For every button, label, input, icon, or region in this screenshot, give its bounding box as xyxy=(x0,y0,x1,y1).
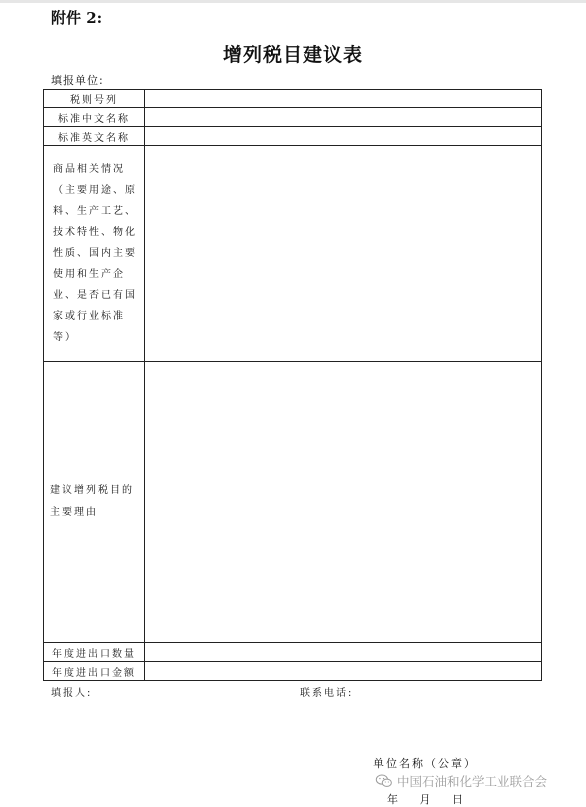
annual-quantity-label: 年度进出口数量 xyxy=(44,643,145,662)
sign-unit-label: 单位名称（公章） xyxy=(373,757,477,770)
proposal-form-table xyxy=(43,89,542,681)
english-name-label: 标准英文名称 xyxy=(44,127,145,146)
chinese-name-field[interactable] xyxy=(145,108,542,127)
date-label: 年 月 日 xyxy=(387,793,465,806)
annual-amount-label: 年度进出口金额 xyxy=(44,662,145,681)
product-info-label: 商品相关情况（主要用途、原料、生产工艺、技术特性、物化性质、国内主要使用和生产企业、是否已有国家或行业标准等） xyxy=(44,146,145,362)
table-row xyxy=(44,108,542,127)
top-border xyxy=(0,0,586,3)
fill-unit-label: 填报单位: xyxy=(51,74,104,87)
english-name-field[interactable] xyxy=(145,127,542,146)
product-info-field[interactable] xyxy=(145,146,542,362)
annual-quantity-field[interactable] xyxy=(145,643,542,662)
attachment-label: 附件 2: xyxy=(51,9,103,27)
reason-field[interactable] xyxy=(145,362,542,643)
reason-label: 建议增列税目的主要理由 xyxy=(44,362,145,643)
table-row xyxy=(44,643,542,662)
phone-label: 联系电话: xyxy=(300,688,354,699)
tariff-number-label: 税则号列 xyxy=(44,90,145,108)
table-row xyxy=(44,146,542,362)
wechat-icon xyxy=(375,774,393,788)
watermark xyxy=(375,772,547,790)
annual-amount-field[interactable] xyxy=(145,662,542,681)
table-row xyxy=(44,90,542,108)
table-row xyxy=(44,662,542,681)
table-row xyxy=(44,362,542,643)
watermark-text: 中国石油和化学工业联合会 xyxy=(397,774,548,789)
table-row xyxy=(44,127,542,146)
chinese-name-label: 标准中文名称 xyxy=(44,108,145,127)
document-title: 增列税目建议表 xyxy=(222,44,363,66)
filler-label: 填报人: xyxy=(51,688,93,699)
tariff-number-field[interactable] xyxy=(145,90,542,108)
